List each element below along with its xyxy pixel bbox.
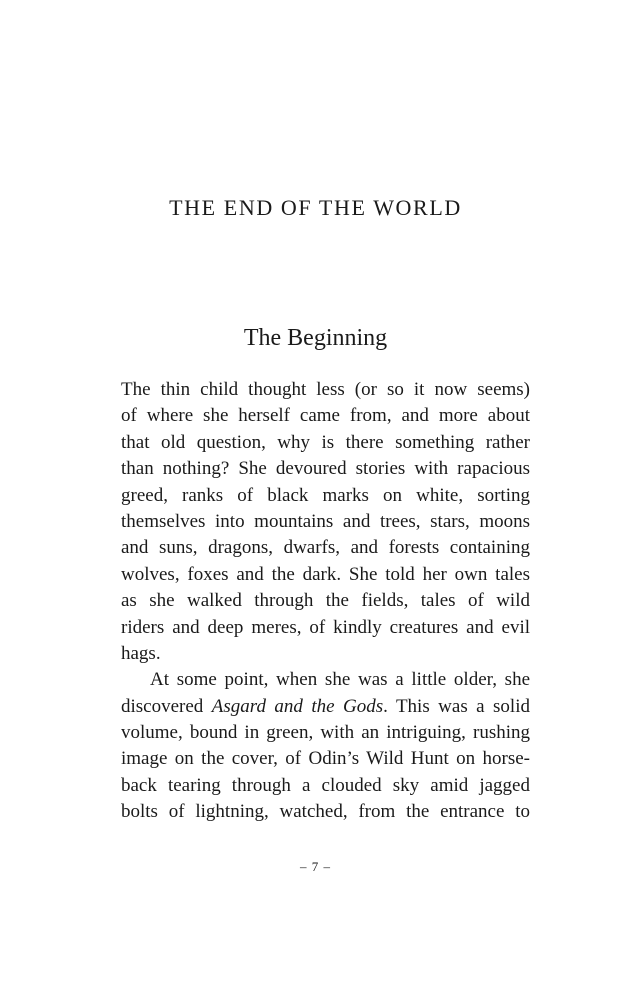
paragraph-line: hags. [121, 642, 161, 664]
chapter-title: The Beginning [243, 325, 388, 351]
paragraph-line: volume, bound in green, with an intriguing, rushing [121, 722, 530, 744]
text-run: discovered [121, 695, 212, 717]
paragraph-line [121, 694, 530, 720]
paragraph-line: than nothing? She devoured stories with rapacious [121, 458, 530, 480]
paragraph-line: image on the cover, of Odin’s Wild Hunt on horse- [121, 748, 530, 770]
paragraph-2 [121, 667, 530, 825]
paragraph-line: bolts of lightning, watched, from the entrance to [121, 801, 530, 823]
paragraph-line: wolves, foxes and the dark. She told her own tales [121, 563, 530, 585]
paragraph-line: riders and deep meres, of kindly creatures and evil [121, 616, 530, 638]
paragraph-line: of where she herself came from, and more about [121, 405, 530, 427]
page-number: – 7 – [300, 859, 331, 874]
paragraph-line: themselves into mountains and trees, stars, moons [121, 510, 530, 532]
paragraph-line: and suns, dragons, dwarfs, and forests containing [121, 537, 530, 559]
text-run: . This was a solid [383, 695, 530, 717]
body-text [121, 377, 530, 826]
paragraph-line: At some point, when she was a little older, she [150, 669, 530, 691]
part-title: THE END OF THE WORLD [169, 195, 462, 220]
paragraph-line: The thin child thought less (or so it now seems) [121, 379, 530, 400]
paragraph-line: as she walked through the fields, tales of wild [121, 590, 530, 612]
paragraph-line: that old question, why is there something rather [121, 431, 530, 453]
paragraph-line: back tearing through a clouded sky amid jagged [121, 774, 530, 796]
book-title: Asgard and the Gods [211, 695, 384, 717]
paragraph-1 [121, 377, 530, 667]
paragraph-line: greed, ranks of black marks on white, sorting [121, 484, 530, 506]
